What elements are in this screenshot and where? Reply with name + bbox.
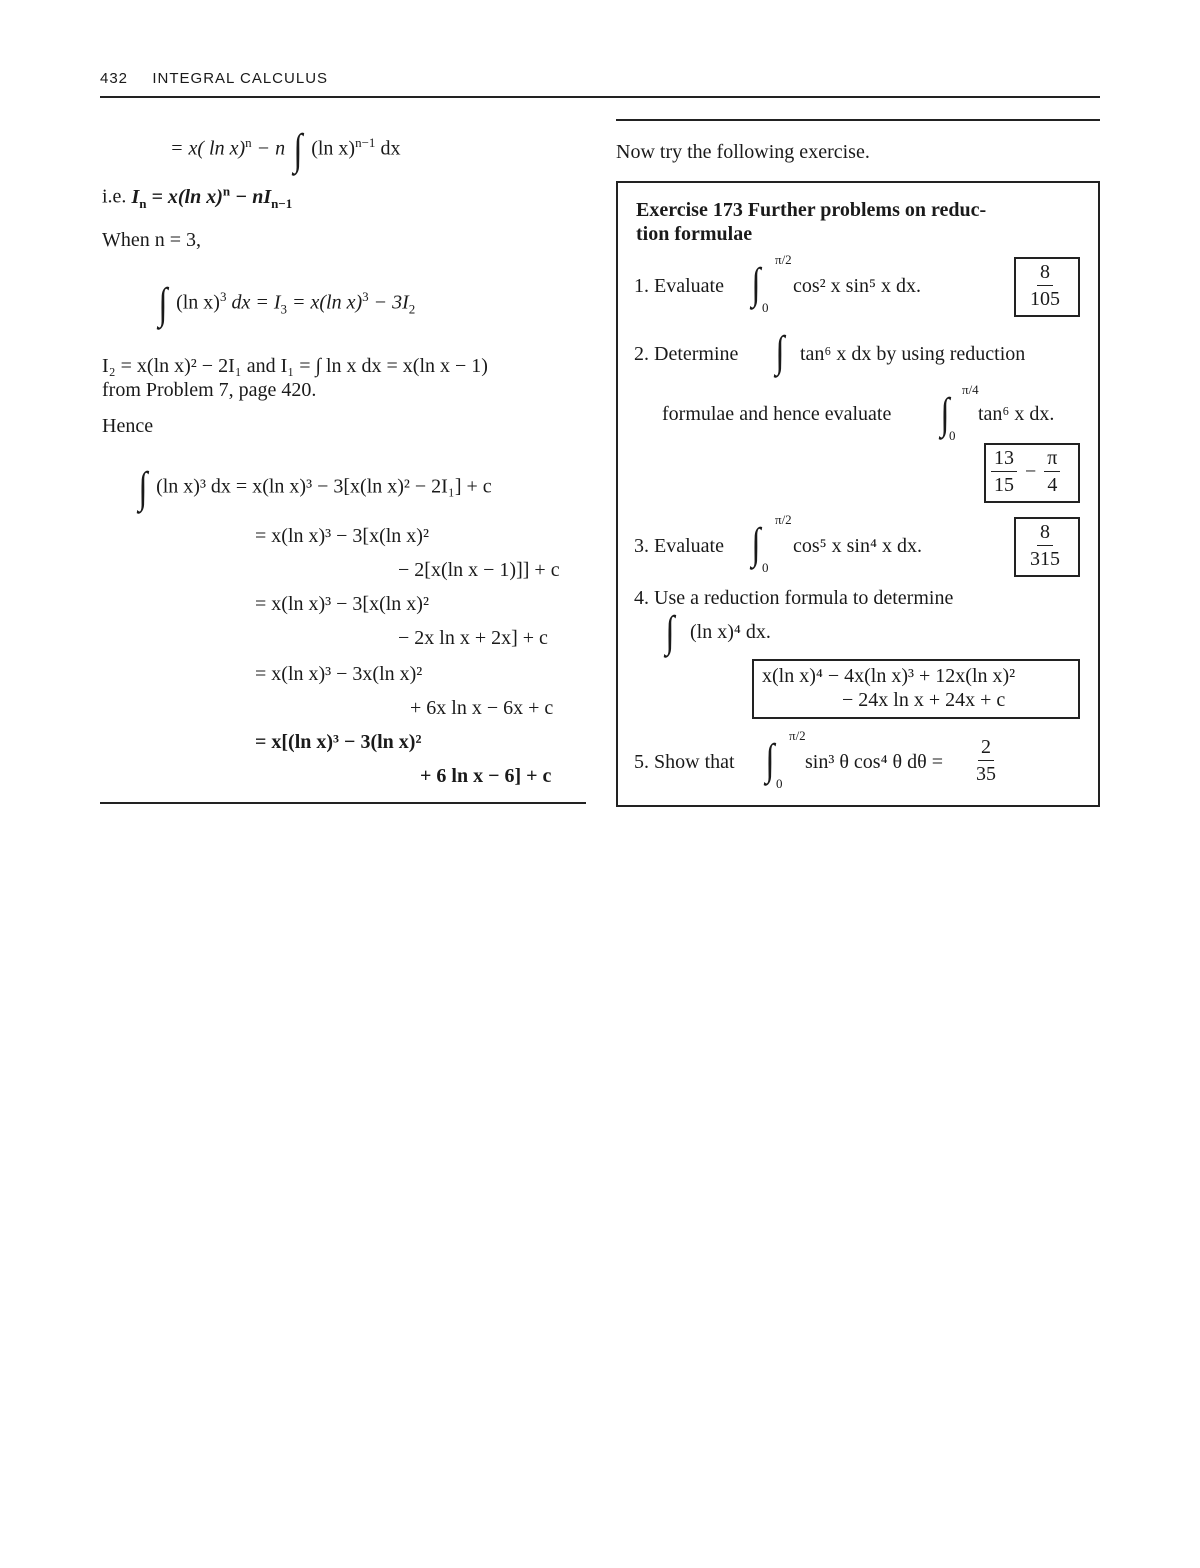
q3-upper-limit: π/2 bbox=[775, 512, 792, 527]
expr: dx bbox=[380, 137, 401, 160]
q2-answer bbox=[988, 447, 1063, 496]
header-rule bbox=[100, 96, 1100, 98]
hence-line-9: + 6 ln x − 6] + c bbox=[420, 765, 552, 787]
running-title: INTEGRAL CALCULUS bbox=[152, 70, 329, 87]
q2-expression-2: tan⁶ x dx. bbox=[978, 403, 1055, 425]
denominator: 315 bbox=[1030, 548, 1060, 570]
expr: − n bbox=[256, 137, 286, 160]
denominator: 4 bbox=[1047, 474, 1058, 496]
left-end-rule bbox=[100, 802, 586, 804]
hence-line-3: − 2[x(ln x − 1)]] + c bbox=[398, 559, 560, 581]
expr: − 3I bbox=[373, 291, 409, 314]
expr: = x(ln x) bbox=[151, 185, 223, 208]
hence-line-5: − 2x ln x + 2x] + c bbox=[398, 627, 548, 649]
denominator: 15 bbox=[994, 474, 1014, 496]
q1-expression: cos² x sin⁵ x dx. bbox=[793, 275, 921, 297]
hence-line-4: = x(ln x)³ − 3[x(ln x)² bbox=[255, 593, 429, 615]
derivation-line-1 bbox=[170, 125, 401, 174]
expr: I bbox=[131, 185, 140, 208]
integral-sign-icon: ∫ bbox=[751, 259, 761, 308]
expr: = x(ln x) bbox=[292, 291, 363, 314]
hence: Hence bbox=[102, 415, 154, 437]
numerator: 8 bbox=[1037, 261, 1053, 286]
hence-line-1 bbox=[135, 463, 492, 512]
q5-label: 5. Show that bbox=[634, 751, 735, 773]
hence-line-8: = x[(ln x)³ − 3(ln x)² bbox=[255, 731, 422, 753]
integral-sign-icon: ∫ bbox=[775, 327, 785, 376]
q1-answer bbox=[1020, 261, 1070, 310]
expr: (ln x) bbox=[311, 137, 356, 160]
expr: = x( ln x) bbox=[170, 137, 246, 160]
q1-upper-limit: π/2 bbox=[775, 252, 792, 267]
q3-answer bbox=[1020, 521, 1070, 570]
sup: n−1 bbox=[355, 134, 376, 150]
expr: − nI bbox=[235, 185, 272, 208]
q2-expression: tan⁶ x dx by using reduction bbox=[800, 343, 1026, 365]
from-problem: from Problem 7, page 420. bbox=[102, 379, 317, 401]
sup: n bbox=[245, 134, 252, 150]
q1-lower-limit: 0 bbox=[762, 300, 769, 315]
hence-line-7: + 6x ln x − 6x + c bbox=[410, 697, 554, 719]
q4-answer-line-1: x(ln x)⁴ − 4x(ln x)³ + 12x(ln x)² bbox=[762, 665, 1016, 687]
q2-line-2: formulae and hence evaluate bbox=[662, 403, 892, 425]
exercise-title-line-2: tion formulae bbox=[636, 223, 753, 245]
sub: 3 bbox=[280, 301, 287, 317]
q3-expression: cos⁵ x sin⁴ x dx. bbox=[793, 535, 922, 557]
denominator: 35 bbox=[976, 763, 996, 785]
hence-line-6: = x(ln x)³ − 3x(ln x)² bbox=[255, 663, 423, 685]
numerator: 13 bbox=[991, 447, 1017, 472]
integral-sign-icon: ∫ bbox=[158, 279, 168, 328]
q2-label: 2. Determine bbox=[634, 343, 739, 365]
sub: n−1 bbox=[271, 195, 293, 211]
expr: (ln x)³ dx = x(ln x)³ − 3[x(ln x)² − 2I₁] + c bbox=[156, 475, 492, 498]
q5-answer bbox=[970, 736, 1002, 785]
q4-answer-line-2: − 24x ln x + 24x + c bbox=[842, 689, 1006, 711]
q2-upper-limit: π/4 bbox=[962, 382, 979, 397]
ie-prefix: i.e. bbox=[102, 185, 127, 208]
exercise-intro: Now try the following exercise. bbox=[616, 141, 870, 163]
q5-expression: sin³ θ cos⁴ θ dθ = bbox=[805, 751, 943, 773]
denominator: 105 bbox=[1030, 288, 1060, 310]
i3-equation bbox=[155, 279, 416, 328]
integral-sign-icon: ∫ bbox=[138, 463, 148, 512]
operator: − bbox=[1025, 460, 1037, 483]
i2-i1-line: I₂ = x(ln x)² − 2I₁ and I₁ = ∫ ln x dx = x(ln x − 1) bbox=[102, 355, 488, 377]
q4-line-1: 4. Use a reduction formula to determine bbox=[634, 587, 954, 609]
reduction-formula-result bbox=[102, 184, 292, 210]
integral-sign-icon: ∫ bbox=[293, 125, 303, 174]
numerator: 8 bbox=[1037, 521, 1053, 546]
integral-sign-icon: ∫ bbox=[765, 735, 775, 784]
page-header bbox=[100, 70, 328, 87]
sub: n bbox=[139, 195, 147, 211]
numerator: π bbox=[1044, 447, 1060, 472]
sub: 2 bbox=[408, 301, 416, 317]
integral-sign-icon: ∫ bbox=[940, 389, 950, 438]
q1-label: 1. Evaluate bbox=[634, 275, 724, 297]
integral-sign-icon: ∫ bbox=[665, 607, 675, 656]
sup: 3 bbox=[362, 288, 369, 304]
sup: 3 bbox=[219, 288, 227, 304]
q4-expression: (ln x)⁴ dx. bbox=[690, 621, 771, 643]
hence-line-2: = x(ln x)³ − 3[x(ln x)² bbox=[255, 525, 429, 547]
expr: dx = I bbox=[231, 291, 281, 314]
q3-label: 3. Evaluate bbox=[634, 535, 724, 557]
right-top-rule bbox=[616, 119, 1100, 121]
expr: (ln x) bbox=[176, 291, 220, 314]
page-number: 432 bbox=[100, 70, 129, 87]
q5-lower-limit: 0 bbox=[776, 776, 783, 791]
integral-sign-icon: ∫ bbox=[751, 519, 761, 568]
q3-lower-limit: 0 bbox=[762, 560, 769, 575]
q5-upper-limit: π/2 bbox=[789, 728, 806, 743]
numerator: 2 bbox=[978, 736, 994, 761]
sup: n bbox=[222, 183, 231, 198]
when-n-3: When n = 3, bbox=[102, 229, 202, 251]
q2-lower-limit: 0 bbox=[949, 428, 956, 443]
exercise-title-line-1: Exercise 173 Further problems on reduc- bbox=[636, 199, 987, 221]
